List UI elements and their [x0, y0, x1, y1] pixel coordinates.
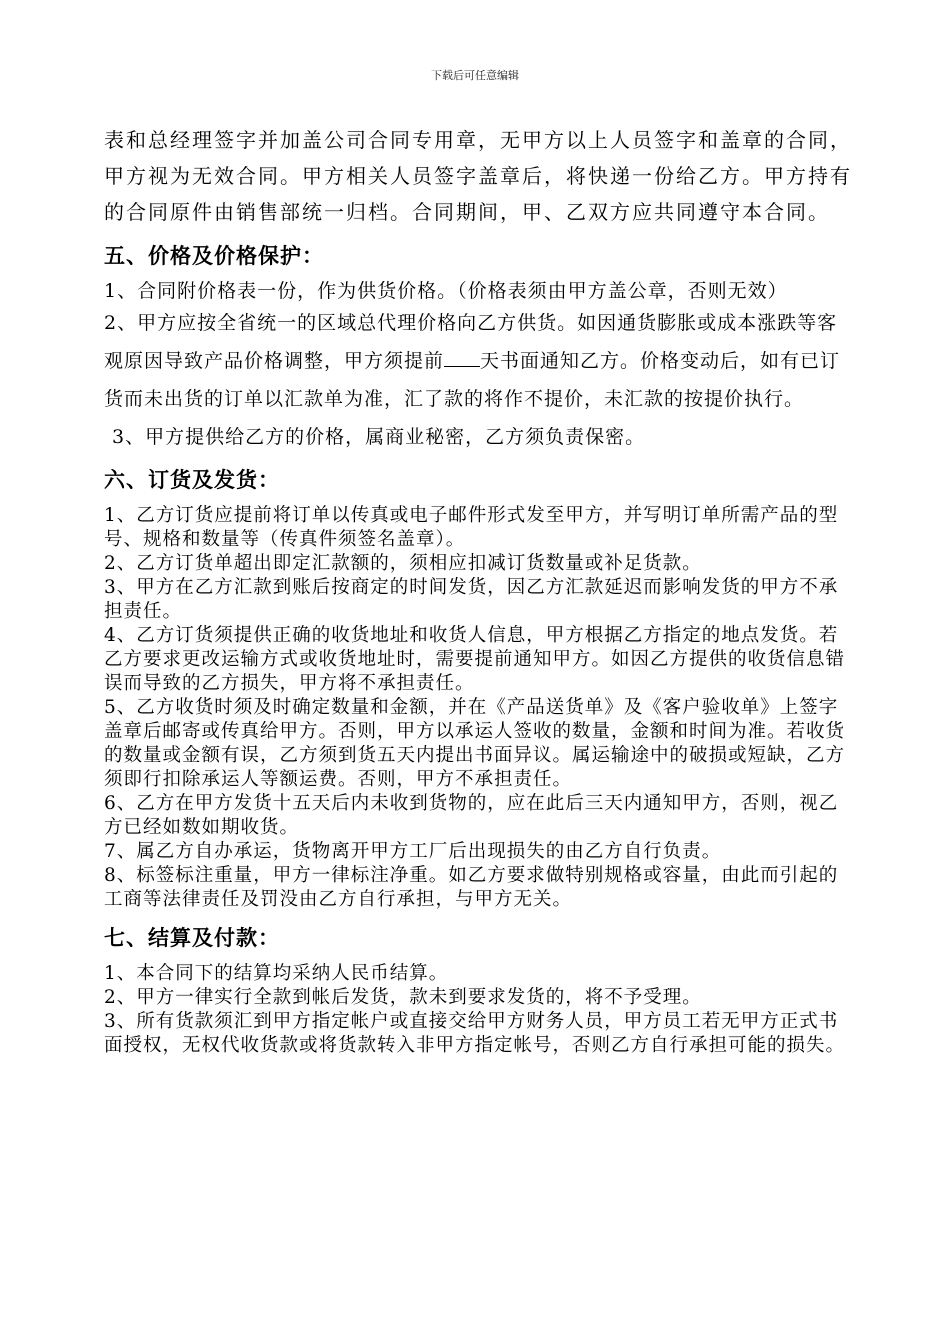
section-6-item-6: 6、乙方在甲方发货十五天后内未收到货物的，应在此后三天内通知甲方，否则，视乙方已经如数如期收货。 [104, 793, 839, 838]
section-6-item-2: 2、乙方订货单超出即定汇款额的，须相应扣减订货数量或补足货款。 [104, 553, 702, 574]
section-5-item-2-part-1: 2、甲方应按全省统一的区域总代理价格向乙方供货。如因通货膨胀或成本涨跌等客观原因导致产品价格调整，甲方须提前 [104, 312, 838, 372]
section-6-item-4: 4、乙方订货须提供正确的收货地址和收货人信息，甲方根据乙方指定的地点发货。若乙方要求更改运输方式或收货地址时，需要提前通知甲方。如因乙方提供的收货信息错误而导致的乙方损失，甲方将不承担责任。 [104, 625, 846, 694]
section-6-item-8: 8、标签标注重量，甲方一律标注净重。如乙方要求做特别规格或容量，由此而引起的工商等法律责任及罚没由乙方自行承担，与甲方无关。 [104, 865, 839, 910]
section-5-item-1: 1、合同附价格表一份，作为供货价格。（价格表须由甲方盖公章，否则无效） [104, 280, 788, 302]
intro-paragraph: 表和总经理签字并加盖公司合同专用章，无甲方以上人员签字和盖章的合同，甲方视为无效合同。甲方相关人员签字盖章后，将快递一份给乙方。甲方持有的合同原件由销售部统一归档。合同期间，甲、乙双方应共同遵守本合同。 [104, 128, 852, 224]
section-6-item-3: 3、甲方在乙方汇款到账后按商定的时间发货，因乙方汇款延迟而影响发货的甲方不承担责任。 [104, 577, 839, 622]
blank-underline [444, 350, 480, 367]
section-5-item-3: 3、甲方提供给乙方的价格，属商业秘密，乙方须负责保密。 [112, 426, 646, 448]
section-7-item-1: 1、本合同下的结算均采纳人民币结算。 [104, 963, 449, 984]
section-6 [104, 504, 856, 912]
section-5-item-2 [104, 304, 856, 418]
section-6-title: 六、订货及发货： [104, 468, 280, 492]
section-5-title: 五、价格及价格保护： [104, 244, 324, 268]
section-5 [104, 278, 856, 456]
section-7 [104, 962, 856, 1058]
section-7-item-2: 2、甲方一律实行全款到帐后发货，款未到要求发货的，将不予受理。 [104, 987, 702, 1008]
section-7-item-3: 3、所有货款须汇到甲方指定帐户或直接交给甲方财务人员，甲方员工若无甲方正式书面授权，无权代收货款或将货款转入非甲方指定帐号，否则乙方自行承担可能的损失。 [104, 1011, 846, 1056]
document-body [104, 122, 856, 1058]
section-6-item-5: 5、乙方收货时须及时确定数量和金额，并在《产品送货单》及《客户验收单》上签字盖章后邮寄或传真给甲方。否则，甲方以承运人签收的数量，金额和时间为准。若收货的数量或金额有误，乙方须到货五天内提出书面异议。属运输途中的破损或短缺，乙方须即行扣除承运人等额运费。否则，甲方不承担责任。 [104, 697, 846, 790]
section-6-item-7: 7、属乙方自办承运，货物离开甲方工厂后出现损失的由乙方自行负责。 [104, 841, 722, 862]
section-6-item-1: 1、乙方订货应提前将订单以传真或电子邮件形式发至甲方，并写明订单所需产品的型号、规格和数量等（传真件须签名盖章）。 [104, 505, 839, 550]
section-5-item-2-part-2: 天书面通知乙方。价格变动后，如有已订货而未出货的订单以汇款单为准，汇了款的将作不提价，未汇款的按提价执行。 [104, 350, 841, 410]
section-7-title: 七、结算及付款： [104, 926, 280, 950]
page-header: 下载后可任意编辑 [431, 69, 519, 82]
